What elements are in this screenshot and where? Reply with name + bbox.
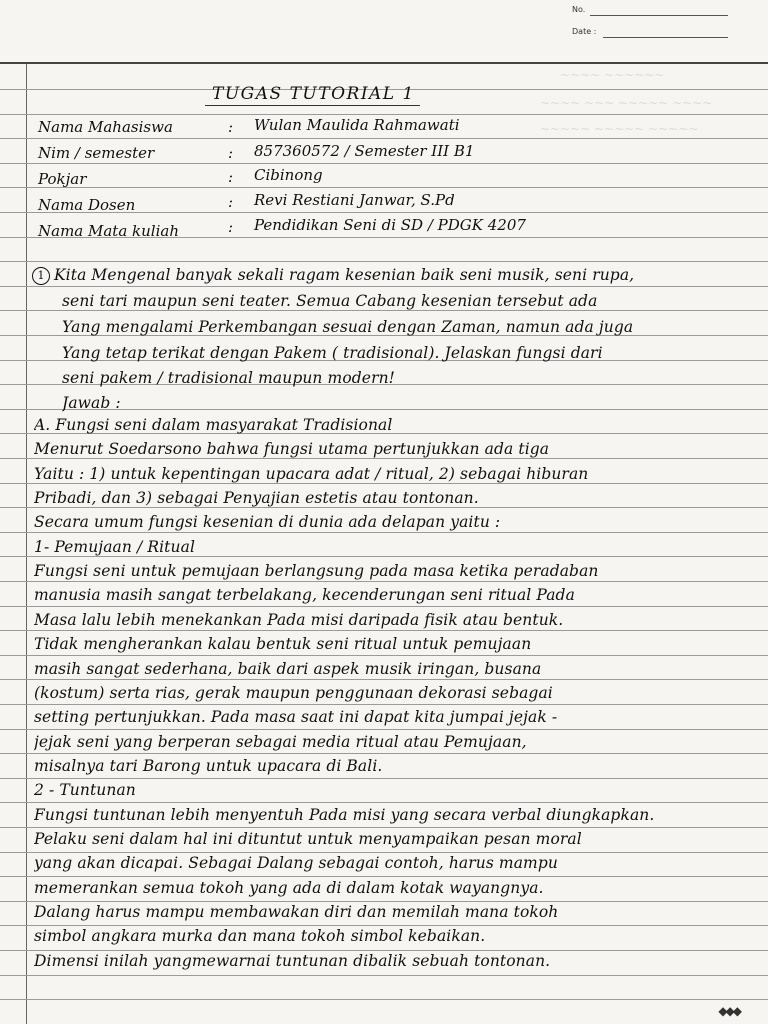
identity-label-nim: Nim / semester: [38, 144, 155, 162]
answer-line: Dimensi inilah yangmewarnai tuntunan dibalik sebuah tontonan.: [34, 952, 551, 970]
answer-line: jejak seni yang berperan sebagai media ritual atau Pemujaan,: [34, 733, 527, 751]
answer-line: Pelaku seni dalam hal ini dituntut untuk menyampaikan pesan moral: [34, 830, 582, 848]
ruled-line: [0, 114, 768, 115]
answer-line: Dalang harus mampu membawakan diri dan memilah mana tokoh: [34, 903, 559, 921]
question-line: Yang tetap terikat dengan Pakem ( tradisional). Jelaskan fungsi dari: [62, 344, 603, 362]
date-line: [603, 37, 728, 38]
question-number: 1: [32, 267, 50, 285]
identity-value-name: Wulan Maulida Rahmawati: [254, 116, 460, 134]
answer-line: masih sangat sederhana, baik dari aspek musik iringan, busana: [34, 660, 542, 678]
identity-label-dosen: Nama Dosen: [38, 196, 136, 214]
answer-line: Secara umum fungsi kesenian di dunia ada delapan yaitu :: [34, 513, 501, 531]
question-line: seni tari maupun seni teater. Semua Cabang kesenian tersebut ada: [62, 292, 598, 310]
question-line: seni pakem / tradisional maupun modern!: [62, 369, 395, 387]
ruled-line: [0, 999, 768, 1000]
answer-line: Pribadi, dan 3) sebagai Penyajian estetis atau tontonan.: [34, 489, 479, 507]
identity-colon: :: [228, 218, 234, 236]
identity-label-name: Nama Mahasiswa: [38, 118, 173, 136]
answer-line: setting pertunjukkan. Pada masa saat ini dapat kita jumpai jejak -: [34, 708, 558, 726]
answer-line: Menurut Soedarsono bahwa fungsi utama pertunjukkan ada tiga: [34, 440, 550, 458]
answer-label: Jawab :: [62, 394, 121, 412]
answer-line: yang akan dicapai. Sebagai Dalang sebagai contoh, harus mampu: [34, 854, 558, 872]
answer-line: Masa lalu lebih menekankan Pada misi daripada fisik atau bentuk.: [34, 611, 564, 629]
ruled-line: [0, 163, 768, 164]
identity-colon: :: [228, 118, 234, 136]
identity-value-nim: 857360572 / Semester III B1: [254, 142, 475, 160]
identity-label-course: Nama Mata kuliah: [38, 222, 179, 240]
no-label: No.: [572, 5, 586, 14]
date-label: Date :: [572, 27, 597, 36]
answer-line: Fungsi tuntunan lebih menyentuh Pada misi yang secara verbal diungkapkan.: [34, 806, 655, 824]
identity-colon: :: [228, 168, 234, 186]
identity-value-dosen: Revi Restiani Janwar, S.Pd: [254, 191, 455, 209]
answer-line: (kostum) serta rias, gerak maupun penggunaan dekorasi sebagai: [34, 684, 553, 702]
no-line: [590, 15, 728, 16]
answer-line: Tidak mengherankan kalau bentuk seni ritual untuk pemujaan: [34, 635, 532, 653]
answer-line: A. Fungsi seni dalam masyarakat Tradisional: [34, 416, 393, 434]
answer-line: simbol angkara murka dan mana tokoh simbol kebaikan.: [34, 927, 486, 945]
answer-line: misalnya tari Barong untuk upacara di Bali.: [34, 757, 383, 775]
question-line: 1 Kita Mengenal banyak sekali ragam kesenian baik seni musik, seni rupa,: [32, 266, 762, 290]
page-corner-mark: ◆◆◆: [718, 1004, 740, 1018]
answer-line: 1- Pemujaan / Ritual: [34, 538, 195, 556]
title-underline: [205, 105, 420, 106]
identity-colon: :: [228, 144, 234, 162]
identity-colon: :: [228, 193, 234, 211]
page-title: TUGAS TUTORIAL 1: [212, 84, 415, 104]
answer-line: manusia masih sangat terbelakang, kecenderungan seni ritual Pada: [34, 586, 575, 604]
ruled-line: [0, 138, 768, 139]
notebook-page: No. Date : ~~~~ ~~~~~~ ~~~~ ~~~ ~~~~~ ~~~~ ~~~~~ ~~~~~ ~~~~~ TUGAS TUTORIAL 1 Nama Mahasiswa : Wulan Maulida Rahmawati Nim / semester : 857360572 / Semester III B1 Pokjar : Cibinong Nama Dosen : Revi Restiani Janwar, S.Pd Nama Mata kuliah : Pendidikan Seni di SD / PDGK 4207 1 Kita Mengenal banyak sekali ragam kesenian baik seni musik, seni rupa, seni tari maupun seni teater. Semua Cabang kesenian tersebut ada Yang mengalami Perkembangan sesuai dengan Zaman, namun ada juga Yang tetap terikat dengan Pakem ( tradisional). Jelaskan fungsi dari seni pakem / tradisional maupun modern! Jawab : A. Fungsi seni dalam masyarakat Tradisional Menurut Soedarsono bahwa fungsi utama pertunjukkan ada tiga Yaitu : 1) untuk kepentingan upacara adat / ritual, 2) sebagai hiburan Pribadi, dan 3) sebagai Penyajian estetis atau tontonan. Secara umum fungsi kesenian di dunia ada delapan yaitu : 1- Pemujaan / Ritual Fungsi seni untuk pemujaan berlangsung pada masa ketika peradaban manusia masih sangat terbelakang, kecenderungan seni ritual Pada Masa lalu lebih menekankan Pada misi daripada fisik atau bentuk. Tidak mengherankan kalau bentuk seni ritual untuk pemujaan masih sangat sederhana, baik dari aspek musik iringan, busana (kostum) serta rias, gerak maupun penggunaan dekorasi sebagai setting pertunjukkan. Pada masa saat ini dapat kita jumpai jejak - jejak seni yang berperan sebagai media ritual atau Pemujaan, misalnya tari Barong untuk upacara di Bali. 2 - Tuntunan Fungsi tuntunan lebih menyentuh Pada misi yang secara verbal diungkapkan. Pelaku seni dalam hal ini dituntut untuk menyampaikan pesan moral yang akan dicapai. Sebagai Dalang sebagai contoh, harus mampu memerankan semua tokoh yang ada di dalam kotak wayangnya. Dalang harus mampu membawakan diri dan memilah mana tokoh simbol angkara murka dan mana tokoh simbol kebaikan. Dimensi inilah yangmewarnai tuntunan dibalik sebuah tontonan. ◆◆◆: [0, 0, 768, 1024]
ruled-line: [0, 62, 768, 64]
question-line: Yang mengalami Perkembangan sesuai dengan Zaman, namun ada juga: [62, 318, 634, 336]
identity-value-course: Pendidikan Seni di SD / PDGK 4207: [254, 216, 526, 234]
identity-label-pokjar: Pokjar: [38, 170, 87, 188]
answer-line: memerankan semua tokoh yang ada di dalam kotak wayangnya.: [34, 879, 544, 897]
answer-line: Yaitu : 1) untuk kepentingan upacara adat / ritual, 2) sebagai hiburan: [34, 465, 589, 483]
ruled-line: [0, 261, 768, 262]
answer-line: 2 - Tuntunan: [34, 781, 136, 799]
margin-line: [26, 62, 27, 1024]
answer-line: Fungsi seni untuk pemujaan berlangsung pada masa ketika peradaban: [34, 562, 599, 580]
ruled-line: [0, 187, 768, 188]
identity-value-pokjar: Cibinong: [254, 166, 323, 184]
